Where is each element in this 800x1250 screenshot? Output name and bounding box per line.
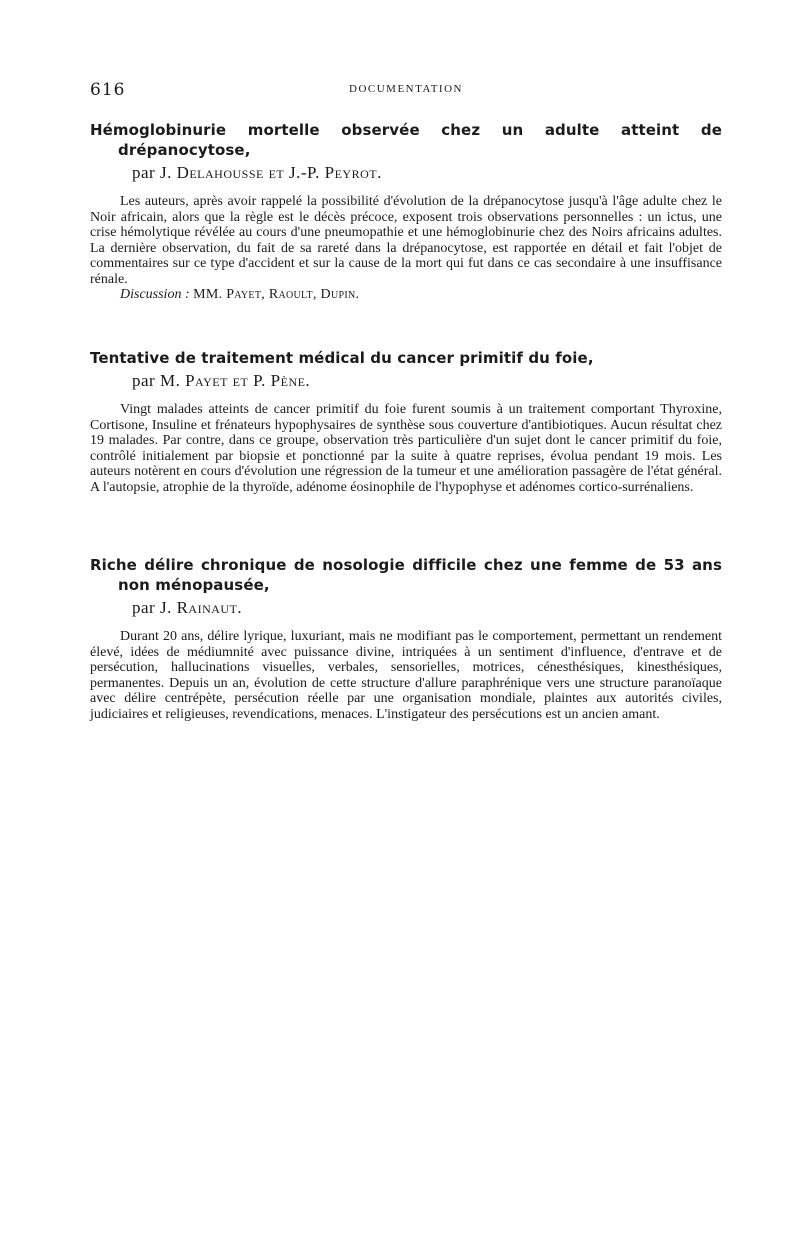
article-body: Durant 20 ans, délire lyrique, luxuriant, mais ne modifiant pas le comportement, permettant un rendement élevé, idées de médiumnité avec puissance divine, intriquées à un sentiment d'influence, d'entrave et de persécution, hallucinations visuelles, verbales, sensorielles, motrices, cénesthésiques, kinesthésiques, permanentes. Depuis un an, évolution de cette structure d'allure paraphrénique vers une structure paranoïaque avec délire centrépète, persécution réelle par une organisation mondiale, plaintes aux autorités civiles, judiciaires et religieuses, revendications, menaces. L'instigateur des persécutions est un ancien amant.	[90, 629, 722, 722]
article-authors	[132, 597, 722, 619]
discussion-names: MM. Payet, Raoult, Dupin.	[193, 287, 360, 302]
discussion-label: Discussion :	[120, 287, 190, 302]
article-title: Tentative de traitement médical du cancer primitif du foie,	[90, 349, 594, 367]
article-discussion	[90, 287, 722, 303]
article-1	[90, 120, 722, 303]
authors-prefix: par J.	[132, 598, 172, 617]
page-number: 616	[90, 80, 126, 100]
authors-prefix: par J.	[132, 163, 172, 182]
article-body: Les auteurs, après avoir rappelé la possibilité d'évolution de la drépanocytose jusqu'à l'âge adulte chez le Noir africain, alors que la règle est le décès précoce, exposent trois observations personnelles : un ictus, une crise hémolytique révélée au cours d'une pneumopathie et une hémoglobinurie chez des Noirs africains adultes. La dernière observation, du fait de sa rareté dans la drépanocytose, est rapportée en détail et fait l'objet de commentaires sur ce type d'accident et sur la cause de la mort qui fut dans ce cas secondaire à une insuffisance rénale.	[90, 194, 722, 287]
authors-prefix: par M.	[132, 371, 181, 390]
authors-names: Rainaut.	[176, 598, 243, 617]
article-2	[90, 348, 722, 495]
article-authors	[132, 162, 722, 184]
authors-names: Payet et P. Pène.	[185, 371, 311, 390]
page-header	[90, 80, 722, 104]
article-title: Riche délire chronique de nosologie difficile chez une femme de 53 ans non ménopausée,	[90, 556, 722, 594]
article-authors	[132, 370, 722, 392]
authors-names: Delahousse et J.-P. Peyrot.	[176, 163, 382, 182]
article-title: Hémoglobinurie mortelle observée chez un adulte atteint de drépanocytose,	[90, 121, 722, 159]
running-head: DOCUMENTATION	[349, 83, 463, 95]
article-body: Vingt malades atteints de cancer primitif du foie furent soumis à un traitement comportant Thyroxine, Cortisone, Insuline et frénateurs hypophysaires de synthèse sous couverture d'antibiotiques. Aucun résultat chez 19 malades. Par contre, dans ce groupe, observation très particulière d'un sujet dont le cancer primitif du foie, contrôlé initialement par biopsie et ponctionné par la suite à quatre reprises, évolua pendant 19 mois. Les auteurs notèrent en cours d'évolution une régression de la tumeur et une amélioration passagère de l'état général. A l'autopsie, atrophie de la thyroïde, adénome éosinophile de l'hypophyse et adénomes cortico-surrénaliens.	[90, 402, 722, 495]
article-3	[90, 555, 722, 722]
